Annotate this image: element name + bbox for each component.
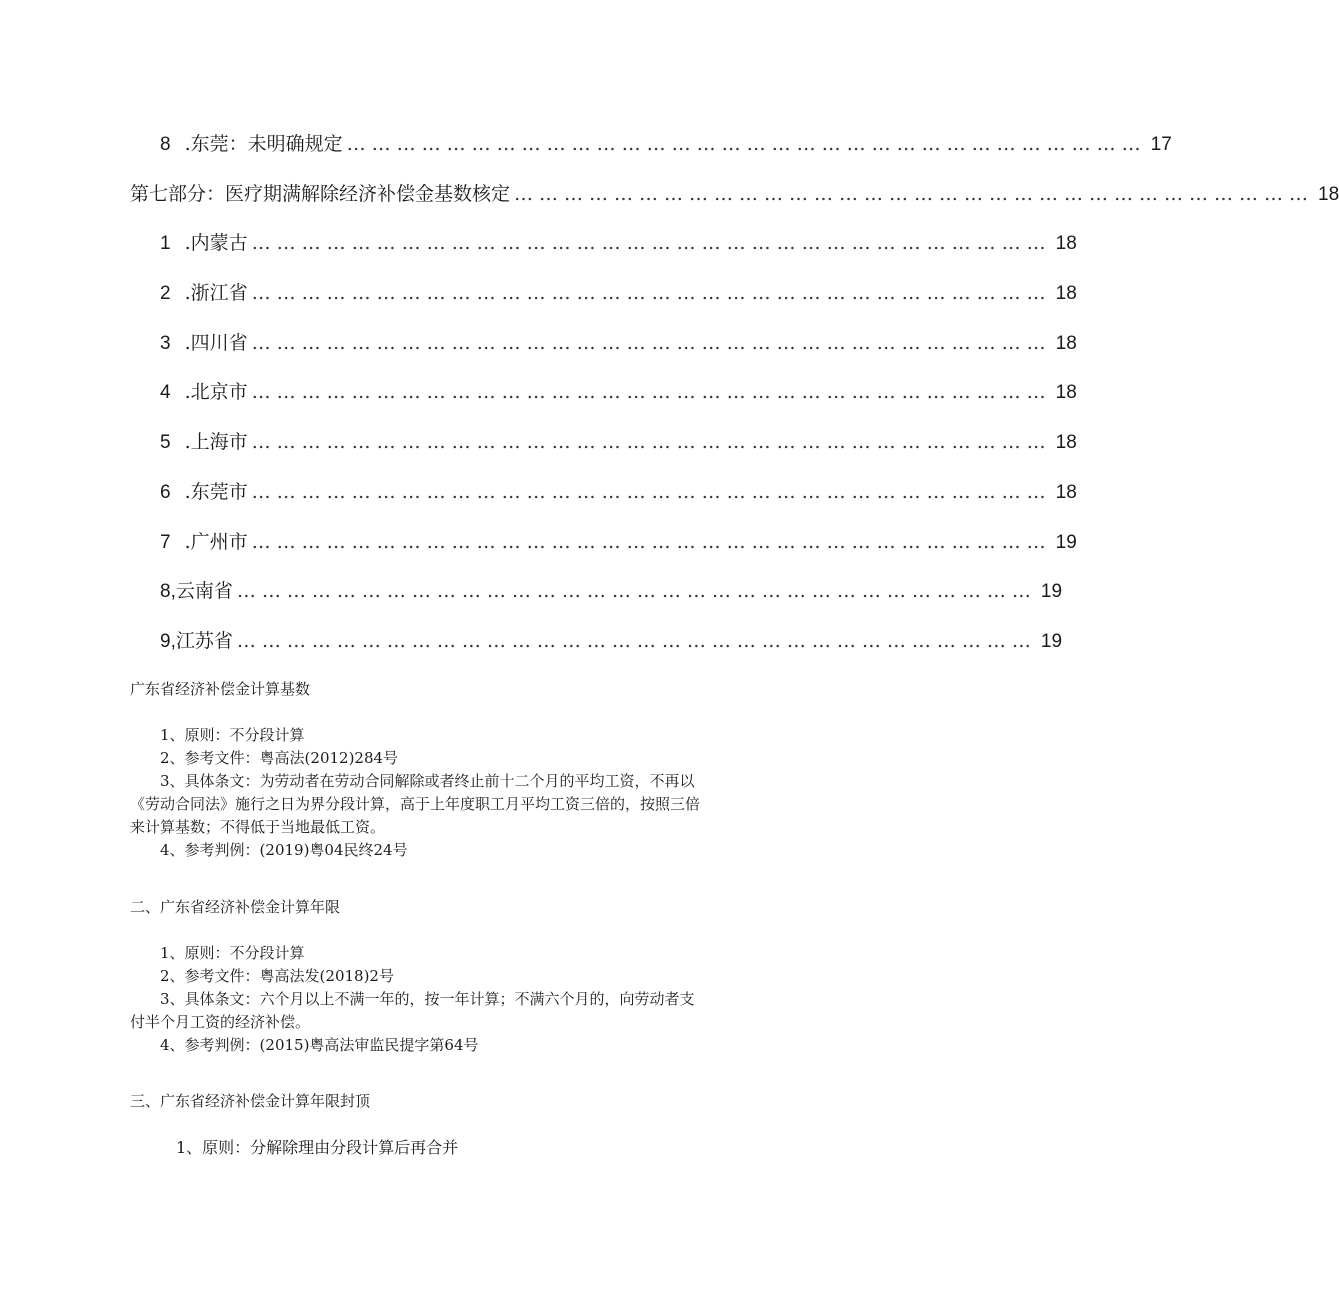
section2-body — [130, 942, 780, 1057]
toc-leader-dots: …………………………………………………………………………………… — [346, 133, 1147, 155]
toc-number: 4 — [160, 382, 171, 404]
toc-row — [130, 227, 1077, 277]
toc-page-number: 18 — [1055, 283, 1077, 305]
toc-leader-dots: …………………………………………………………………………………… — [251, 431, 1052, 454]
toc-row — [130, 277, 1077, 327]
section1-item2: 2、参考文件：粤高法(2012)284号 — [160, 749, 399, 767]
toc-leader-dots: …………………………………………………………………………………… — [251, 331, 1052, 354]
toc-page-number: 19 — [1040, 630, 1063, 652]
toc-title: .内蒙古 — [184, 232, 248, 255]
toc-title: 云南省 — [175, 580, 233, 603]
toc-number: 3 — [160, 332, 171, 354]
toc-number: 6 — [160, 481, 171, 503]
section1-heading: 广东省经济补偿金计算基数 — [130, 680, 311, 698]
toc-page-number: 18 — [1055, 332, 1077, 354]
toc-title: .东莞市 — [184, 480, 248, 503]
toc-page-number: 19 — [1055, 531, 1077, 553]
toc-row — [130, 327, 1077, 377]
toc-title: .浙江省 — [184, 282, 248, 305]
section1-body — [130, 724, 780, 862]
toc-title: 第七部分：医疗期满解除经济补偿金基数核定 — [130, 182, 511, 205]
toc-page-number: 19 — [1040, 581, 1063, 603]
section2-item4: 4、参考判例：(2015)粤高法审监民提字第64号 — [160, 1036, 479, 1054]
toc-row — [130, 128, 1172, 178]
section2-heading: 二、广东省经济补偿金计算年限 — [130, 898, 341, 916]
toc-row — [130, 526, 1077, 576]
toc-leader-dots: …………………………………………………………………………………… — [514, 182, 1315, 205]
toc-leader-dots: …………………………………………………………………………………… — [251, 381, 1052, 404]
toc-row — [130, 476, 1077, 526]
toc-leader-dots: …………………………………………………………………………………… — [251, 480, 1052, 503]
toc-page-number: 18 — [1055, 481, 1077, 503]
toc-row — [130, 625, 1063, 675]
toc-number: 7 — [160, 531, 171, 553]
toc-title: 江苏省 — [175, 629, 233, 652]
section2-item3-line2: 付半个月工资的经济补偿。 — [130, 1013, 311, 1031]
toc-number: 5 — [160, 432, 171, 454]
toc-number: 1 — [160, 233, 171, 255]
toc-row — [130, 426, 1077, 476]
section1-item3-line2: 《劳动合同法》施行之日为界分段计算，高于上年度职工月平均工资三倍的，按照三倍 — [130, 795, 701, 813]
section2-item1: 1、原则：不分段计算 — [160, 944, 305, 962]
toc-number: 2 — [160, 283, 171, 305]
toc-title: .上海市 — [184, 431, 248, 454]
toc-title: .北京市 — [184, 381, 248, 404]
toc-leader-dots: …………………………………………………………………………………… — [251, 530, 1052, 553]
toc-row — [130, 376, 1077, 426]
toc-number: 8, — [160, 581, 176, 603]
toc-leader-dots: …………………………………………………………………………………… — [251, 282, 1052, 305]
toc-row — [130, 178, 1339, 228]
toc-page-number: 17 — [1150, 134, 1172, 155]
toc-title: .东莞：未明确规定 — [184, 133, 343, 155]
section1-item4: 4、参考判例：(2019)粤04民终24号 — [160, 841, 408, 859]
table-of-contents — [130, 128, 1339, 675]
section2-item2: 2、参考文件：粤高法发(2018)2号 — [160, 967, 394, 985]
toc-page-number: 18 — [1318, 183, 1339, 205]
toc-page-number: 18 — [1055, 382, 1077, 404]
section1-item3-line3: 来计算基数；不得低于当地最低工资。 — [130, 818, 386, 836]
toc-number: 8 — [160, 134, 171, 155]
section1-item3-line1: 3、具体条文：为劳动者在劳动合同解除或者终止前十二个月的平均工资，不再以 — [160, 772, 695, 790]
section1-item1: 1、原则：不分段计算 — [160, 726, 305, 744]
toc-page-number: 18 — [1055, 432, 1077, 454]
toc-row — [130, 575, 1063, 625]
toc-title: .广州市 — [184, 530, 248, 553]
toc-leader-dots: …………………………………………………………………………………… — [236, 580, 1037, 603]
section2-item3-line1: 3、具体条文：六个月以上不满一年的，按一年计算；不满六个月的，向劳动者支 — [160, 990, 695, 1008]
toc-page-number: 18 — [1055, 233, 1077, 255]
section3-item1: 1、原则：分解除理由分段计算后再合并 — [176, 1138, 459, 1157]
toc-number: 9, — [160, 630, 176, 652]
toc-leader-dots: …………………………………………………………………………………… — [251, 232, 1052, 255]
toc-leader-dots: …………………………………………………………………………………… — [236, 629, 1037, 652]
section3-heading: 三、广东省经济补偿金计算年限封顶 — [130, 1092, 371, 1110]
toc-title: .四川省 — [184, 331, 248, 354]
